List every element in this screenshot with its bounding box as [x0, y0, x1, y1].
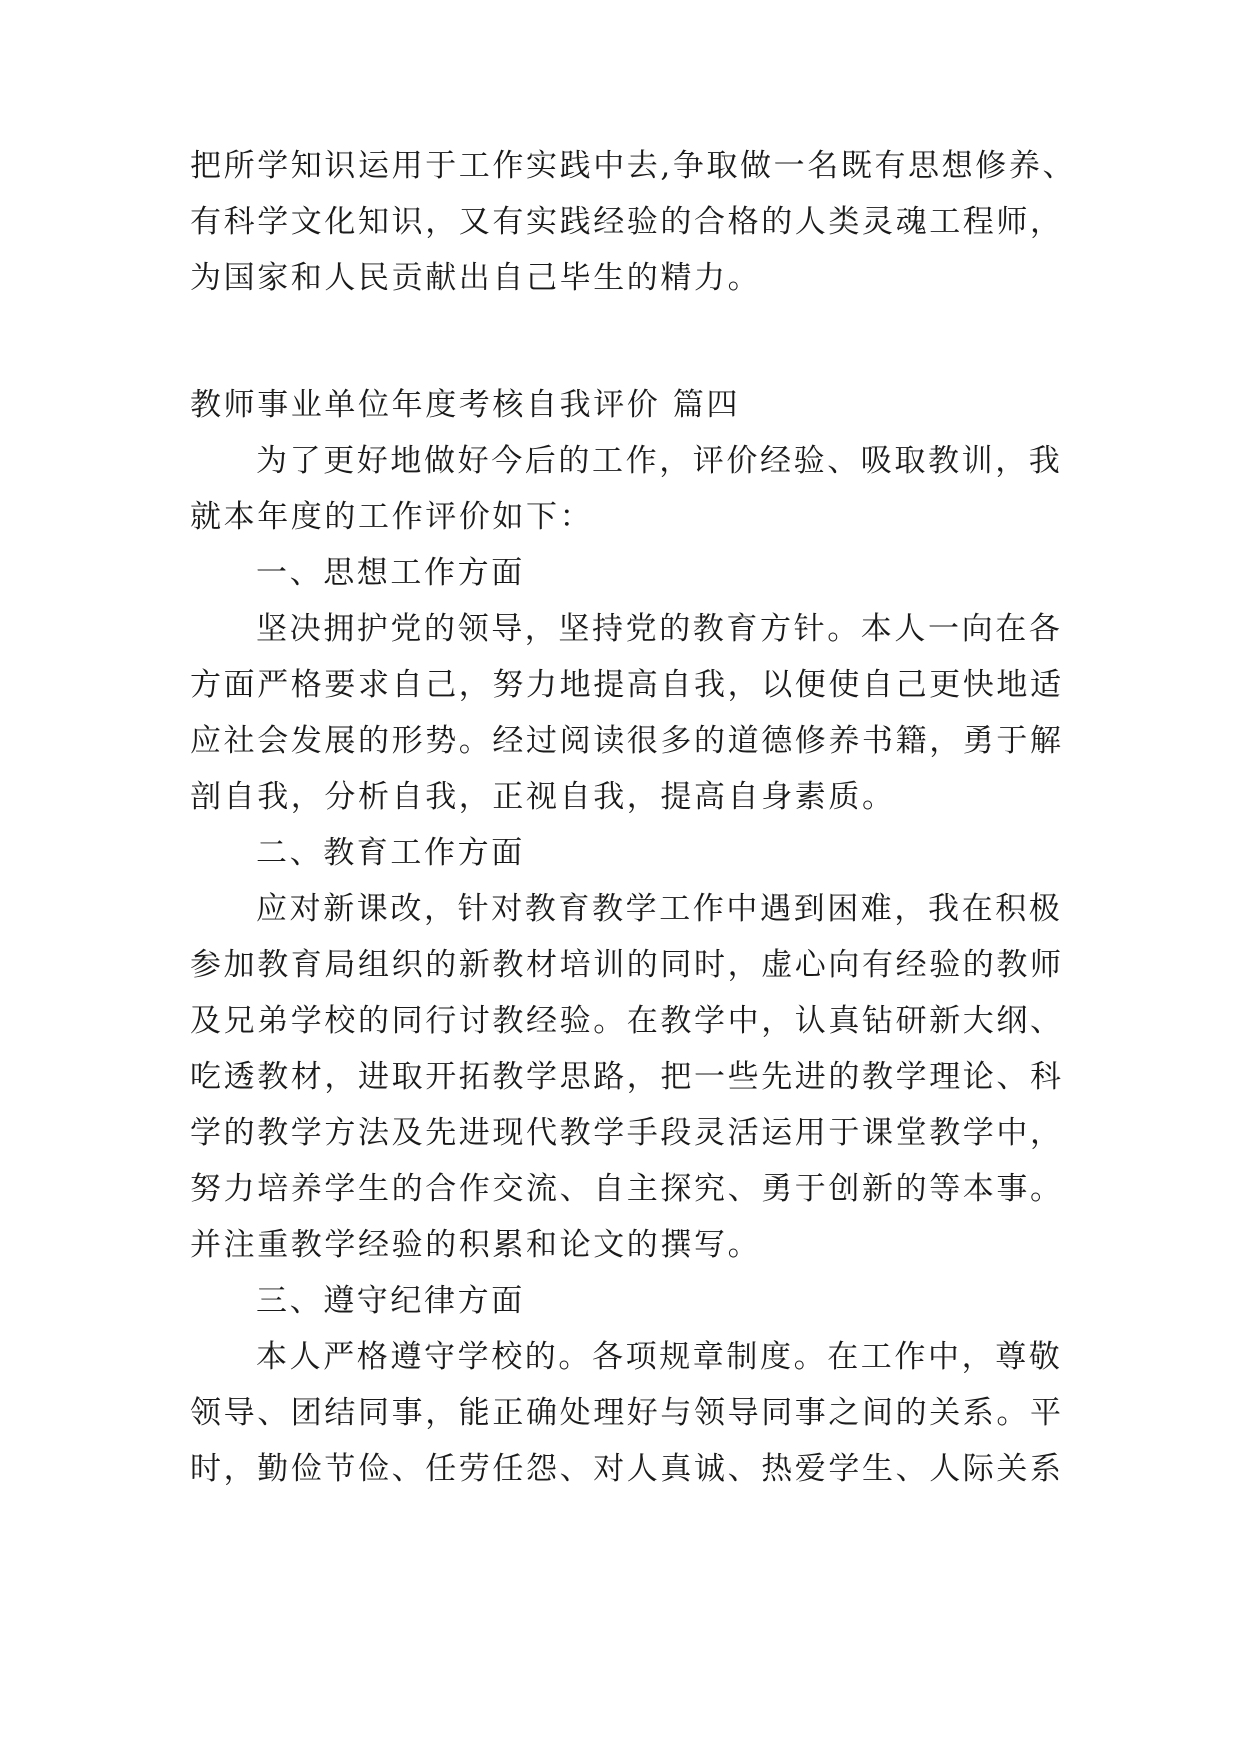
heading-discipline: 三、遵守纪律方面 [256, 1283, 525, 1319]
text-line: 时，勤俭节俭、任劳任怨、对人真诚、热爱学生、人际关系 [190, 1451, 1064, 1487]
text-line: 把所学知识运用于工作实践中去,争取做一名既有思想修养、 [190, 148, 1077, 184]
text-line: 参加教育局组织的新教材培训的同时，虚心向有经验的教师 [190, 947, 1064, 983]
text-line: 学的教学方法及先进现代教学手段灵活运用于课堂教学中， [190, 1115, 1064, 1151]
text-line: 方面严格要求自己，努力地提高自我，以便使自己更快地适 [190, 667, 1064, 703]
text-line: 应对新课改，针对教育教学工作中遇到困难，我在积极 [256, 891, 1063, 927]
text-line: 坚决拥护党的领导，坚持党的教育方针。本人一向在各 [256, 611, 1063, 647]
text-line: 为国家和人民贡献出自己毕生的精力。 [190, 260, 762, 296]
text-line: 吃透教材，进取开拓教学思路，把一些先进的教学理论、科 [190, 1059, 1064, 1095]
text-line: 就本年度的工作评价如下： [190, 499, 594, 535]
text-line: 领导、团结同事，能正确处理好与领导同事之间的关系。平 [190, 1395, 1064, 1431]
heading-education: 二、教育工作方面 [256, 835, 525, 871]
text-line: 剖自我，分析自我，正视自我，提高自身素质。 [190, 779, 896, 815]
text-line: 本人严格遵守学校的。各项规章制度。在工作中，尊敬 [256, 1339, 1063, 1375]
heading-ideology: 一、思想工作方面 [256, 555, 525, 591]
text-line: 应社会发展的形势。经过阅读很多的道德修养书籍，勇于解 [190, 723, 1064, 759]
text-line: 有科学文化知识，又有实践经验的合格的人类灵魂工程师， [190, 204, 1064, 240]
text-line: 为了更好地做好今后的工作，评价经验、吸取教训，我 [256, 443, 1063, 479]
section-title: 教师事业单位年度考核自我评价 篇四 [190, 387, 741, 423]
text-line: 并注重教学经验的积累和论文的撰写。 [190, 1227, 762, 1263]
text-line: 努力培养学生的合作交流、自主探究、勇于创新的等本事。 [190, 1171, 1064, 1207]
text-line: 及兄弟学校的同行讨教经验。在教学中，认真钻研新大纲、 [190, 1003, 1064, 1039]
